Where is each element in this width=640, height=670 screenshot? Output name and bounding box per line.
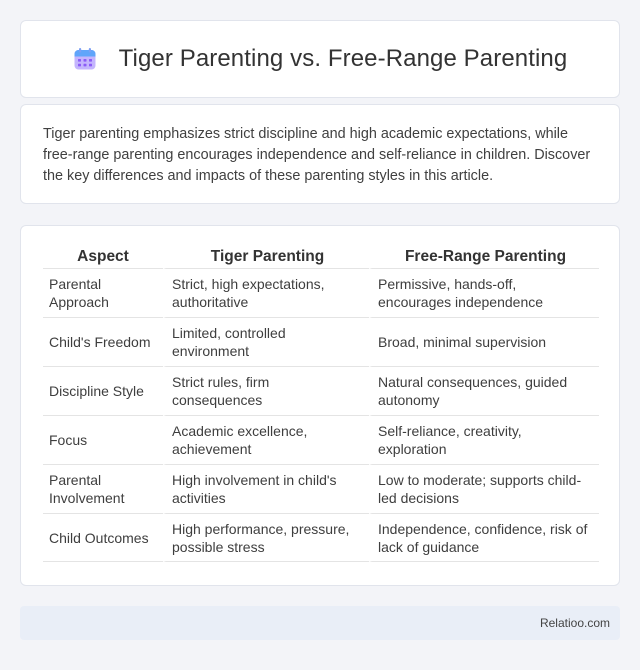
- title-card: [20, 20, 620, 98]
- footer: [20, 606, 620, 640]
- aspect-cell: Child Outcomes: [43, 514, 163, 562]
- aspect-cell: Discipline Style: [43, 367, 163, 416]
- footer-brand-link[interactable]: Relatioo.com: [539, 616, 610, 630]
- free-range-cell: Independence, confidence, risk of lack of guidance: [369, 514, 599, 562]
- calendar-icon: [73, 47, 97, 71]
- free-range-cell: Self-reliance, creativity, exploration: [369, 416, 599, 465]
- tiger-cell: High involvement in child's activities: [163, 465, 369, 514]
- tiger-cell: High performance, pressure, possible stress: [163, 514, 369, 562]
- header-free-range-parenting: Free-Range Parenting: [369, 246, 599, 269]
- tiger-cell: Academic excellence, achievement: [163, 416, 369, 465]
- header-tiger-parenting: Tiger Parenting: [163, 246, 369, 269]
- aspect-cell: Child's Freedom: [43, 318, 163, 367]
- free-range-cell: Natural consequences, guided autonomy: [369, 367, 599, 416]
- aspect-cell: Focus: [43, 416, 163, 465]
- table-row: [43, 367, 599, 416]
- table-header-row: [43, 246, 599, 269]
- comparison-table: [43, 246, 599, 562]
- free-range-cell: Broad, minimal supervision: [369, 318, 599, 367]
- intro-card: [20, 104, 620, 204]
- aspect-cell: Parental Approach: [43, 269, 163, 318]
- free-range-cell: Permissive, hands-off, encourages independence: [369, 269, 599, 318]
- tiger-cell: Strict rules, firm consequences: [163, 367, 369, 416]
- aspect-cell: Parental Involvement: [43, 465, 163, 514]
- table-row: [43, 269, 599, 318]
- header-aspect: Aspect: [43, 246, 163, 269]
- table-row: [43, 416, 599, 465]
- tiger-cell: Strict, high expectations, authoritative: [163, 269, 369, 318]
- table-row: [43, 514, 599, 562]
- comparison-table-card: [20, 225, 620, 586]
- tiger-cell: Limited, controlled environment: [163, 318, 369, 367]
- title-row: [73, 45, 568, 73]
- free-range-cell: Low to moderate; supports child-led decisions: [369, 465, 599, 514]
- intro-text: Tiger parenting emphasizes strict discipline and high academic expectations, while free-range parenting encourages independence and self-reliance in children. Discover the key differences and impacts of these parenting styles in this article.: [43, 126, 591, 184]
- table-row: [43, 465, 599, 514]
- page-title: Tiger Parenting vs. Free-Range Parenting: [118, 45, 568, 72]
- table-row: [43, 318, 599, 367]
